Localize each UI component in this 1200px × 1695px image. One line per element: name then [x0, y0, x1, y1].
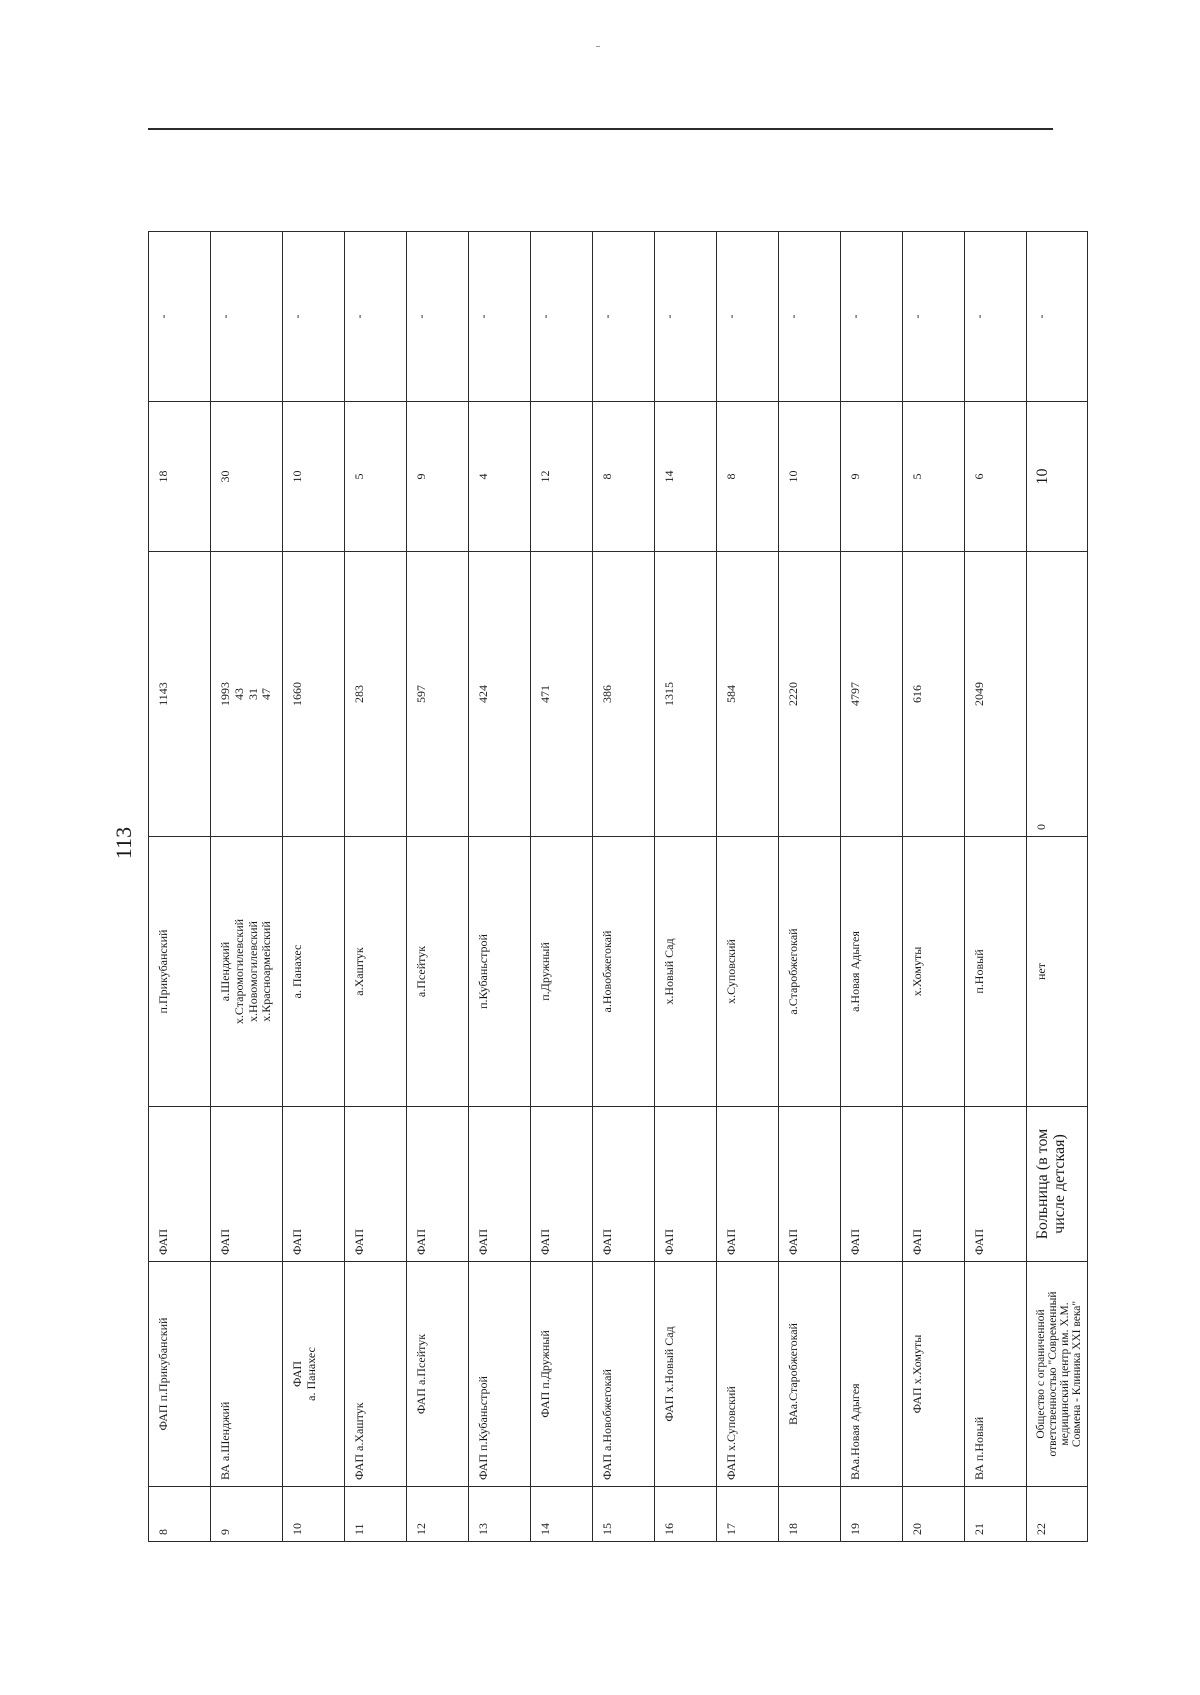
cell-extra: -	[283, 232, 345, 402]
cell-number: 11	[345, 1487, 407, 1542]
cell-facility-name	[283, 1262, 345, 1487]
cell-population	[469, 552, 531, 837]
table-row	[283, 232, 345, 1542]
cell-facility-type: ФАП	[211, 1107, 283, 1262]
cell-settlements	[717, 837, 779, 1107]
cell-settlements	[531, 837, 593, 1107]
cell-line: 2049	[972, 682, 986, 706]
cell-settlements	[345, 837, 407, 1107]
cell-settlements	[1027, 837, 1088, 1107]
cell-capacity: 10	[779, 402, 841, 552]
cell-line: 616	[910, 685, 924, 703]
cell-capacity: 8	[593, 402, 655, 552]
cell-line: 584	[724, 685, 738, 703]
cell-line: нет	[1034, 963, 1048, 980]
cell-extra: -	[779, 232, 841, 402]
cell-facility-name: ВА п.Новый	[965, 1262, 1027, 1487]
page-number: 113	[111, 826, 136, 860]
cell-line: 0	[1034, 824, 1048, 830]
cell-line: 2220	[786, 682, 800, 706]
cell-facility-type: ФАП	[841, 1107, 903, 1262]
cell-line: а.Шенджий	[218, 941, 232, 1002]
cell-capacity: 30	[211, 402, 283, 552]
cell-population	[841, 552, 903, 837]
table-row	[345, 232, 407, 1542]
cell-line: а.Новая Адыгея	[848, 931, 862, 1012]
table-row	[717, 232, 779, 1542]
cell-line: Больница (в том	[1034, 1128, 1051, 1240]
cell-line: а.Хаштук	[352, 947, 366, 996]
cell-number: 20	[903, 1487, 965, 1542]
cell-settlements	[283, 837, 345, 1107]
cell-line: п.Дружный	[538, 942, 552, 1001]
cell-facility-name: ФАП п.Кубаньстрой	[469, 1262, 531, 1487]
table-row	[531, 232, 593, 1542]
cell-line: медицинский центр им. Х.М.	[1059, 1302, 1072, 1446]
cell-line: 1143	[156, 682, 170, 706]
cell-line: числе детская)	[1050, 1134, 1068, 1234]
cell-settlements	[469, 837, 531, 1107]
cell-line: п.Новый	[972, 949, 986, 994]
cell-facility-name: ВАа.Старобжегокай	[779, 1262, 841, 1487]
cell-settlements	[211, 837, 283, 1107]
cell-population	[1027, 552, 1088, 837]
cell-facility-name: ФАП х.Суповский	[717, 1262, 779, 1487]
cell-population	[717, 552, 779, 837]
table-top-border	[148, 128, 1053, 130]
cell-number: 17	[717, 1487, 779, 1542]
cell-facility-name: ФАП а.Хаштук	[345, 1262, 407, 1487]
cell-extra: -	[469, 232, 531, 402]
cell-number: 15	[593, 1487, 655, 1542]
cell-facility-name: ВАа.Новая Адыгея	[841, 1262, 903, 1487]
table-row	[469, 232, 531, 1542]
cell-population	[655, 552, 717, 837]
facility-table	[148, 231, 1088, 1542]
cell-capacity: 10	[1027, 402, 1088, 552]
facility-table-wrapper	[148, 232, 1084, 1542]
cell-facility-type: ФАП	[149, 1107, 211, 1262]
cell-extra: -	[1027, 232, 1088, 402]
cell-number: 10	[283, 1487, 345, 1542]
cell-facility-name	[1027, 1262, 1088, 1487]
cell-settlements	[965, 837, 1027, 1107]
cell-population	[283, 552, 345, 837]
cell-line: 283	[352, 685, 366, 703]
cell-extra: -	[841, 232, 903, 402]
cell-population	[903, 552, 965, 837]
table-body	[149, 232, 1088, 1542]
cell-facility-type: ФАП	[345, 1107, 407, 1262]
cell-line: 597	[414, 685, 428, 703]
cell-capacity: 18	[149, 402, 211, 552]
cell-number: 12	[407, 1487, 469, 1542]
cell-facility-name: ФАП п.Дружный	[531, 1262, 593, 1487]
cell-capacity: 4	[469, 402, 531, 552]
table-row	[965, 232, 1027, 1542]
cell-population	[531, 552, 593, 837]
cell-extra: -	[531, 232, 593, 402]
cell-settlements	[903, 837, 965, 1107]
cell-capacity: 12	[531, 402, 593, 552]
cell-number: 19	[841, 1487, 903, 1542]
cell-extra: -	[345, 232, 407, 402]
cell-line: 471	[538, 685, 552, 703]
cell-line: х.Суповский	[724, 939, 738, 1004]
cell-capacity: 6	[965, 402, 1027, 552]
cell-settlements	[655, 837, 717, 1107]
cell-facility-type: ФАП	[283, 1107, 345, 1262]
cell-extra: -	[407, 232, 469, 402]
cell-number: 16	[655, 1487, 717, 1542]
cell-facility-name: ФАП а.Псейтук	[407, 1262, 469, 1487]
cell-facility-name: ФАП п.Прикубанский	[149, 1262, 211, 1487]
cell-population	[965, 552, 1027, 837]
cell-line: а.Новобжегокай	[600, 930, 614, 1013]
cell-line: п.Кубаньстрой	[476, 934, 490, 1009]
cell-line: а. Панахес	[303, 1347, 318, 1401]
cell-number: 14	[531, 1487, 593, 1542]
cell-line: 1993	[218, 682, 232, 706]
cell-facility-name: ВА а.Шенджий	[211, 1262, 283, 1487]
cell-line: 31	[245, 688, 260, 700]
cell-line: Совмена - Клиника XXI века"	[1071, 1300, 1084, 1448]
cell-extra: -	[593, 232, 655, 402]
cell-line: 1315	[662, 682, 676, 706]
cell-facility-name: ФАП а.Новобжегокай	[593, 1262, 655, 1487]
cell-line: х.Старомогилевский	[231, 918, 246, 1025]
cell-population	[593, 552, 655, 837]
cell-settlements	[593, 837, 655, 1107]
cell-extra: -	[655, 232, 717, 402]
cell-facility-type: ФАП	[717, 1107, 779, 1262]
table-row	[1027, 232, 1088, 1542]
cell-number: 13	[469, 1487, 531, 1542]
cell-line: х.Новомогилевский	[245, 921, 260, 1022]
cell-extra: -	[211, 232, 283, 402]
cell-population	[149, 552, 211, 837]
cell-capacity: 9	[407, 402, 469, 552]
cell-line: ответственностью "Современный	[1047, 1291, 1060, 1457]
cell-facility-type: ФАП	[655, 1107, 717, 1262]
cell-extra: -	[965, 232, 1027, 402]
cell-number: 18	[779, 1487, 841, 1542]
table-row	[903, 232, 965, 1542]
cell-facility-type: ФАП	[965, 1107, 1027, 1262]
cell-line: ФАП	[290, 1360, 304, 1388]
table-row	[149, 232, 211, 1542]
cell-number: 8	[149, 1487, 211, 1542]
cell-extra: -	[717, 232, 779, 402]
cell-facility-type: ФАП	[593, 1107, 655, 1262]
cell-facility-type: ФАП	[779, 1107, 841, 1262]
cell-settlements	[149, 837, 211, 1107]
cell-extra: -	[903, 232, 965, 402]
cell-number: 9	[211, 1487, 283, 1542]
cell-line: 43	[231, 688, 246, 700]
cell-facility-type: ФАП	[469, 1107, 531, 1262]
table-row	[211, 232, 283, 1542]
cell-line: Общество с ограниченной	[1035, 1309, 1047, 1439]
cell-line: а.Псейтук	[414, 945, 428, 998]
cell-line: 424	[476, 685, 490, 703]
table-row	[655, 232, 717, 1542]
cell-facility-type: ФАП	[407, 1107, 469, 1262]
table-row	[779, 232, 841, 1542]
cell-line: 386	[600, 685, 614, 703]
cell-capacity: 5	[903, 402, 965, 552]
cell-capacity: 10	[283, 402, 345, 552]
cell-settlements	[407, 837, 469, 1107]
cell-extra: -	[149, 232, 211, 402]
cell-capacity: 14	[655, 402, 717, 552]
scan-artifact	[596, 46, 600, 47]
cell-line: 4797	[848, 682, 862, 706]
cell-facility-type: ФАП	[903, 1107, 965, 1262]
cell-line: 1660	[290, 682, 304, 706]
cell-population	[779, 552, 841, 837]
cell-line: х.Хомуты	[910, 946, 924, 997]
cell-line: 47	[259, 688, 274, 700]
cell-capacity: 9	[841, 402, 903, 552]
cell-facility-name: ФАП х.Новый Сад	[655, 1262, 717, 1487]
cell-population	[407, 552, 469, 837]
cell-facility-type: ФАП	[531, 1107, 593, 1262]
cell-line: х.Красноармейский	[259, 921, 274, 1022]
cell-number: 22	[1027, 1487, 1088, 1542]
cell-number: 21	[965, 1487, 1027, 1542]
cell-line: а.Старобжегокай	[786, 928, 800, 1015]
cell-capacity: 8	[717, 402, 779, 552]
table-row	[593, 232, 655, 1542]
cell-population	[211, 552, 283, 837]
cell-settlements	[841, 837, 903, 1107]
cell-line: а. Панахес	[290, 944, 304, 999]
cell-line: х.Новый Сад	[662, 938, 676, 1005]
cell-line: п.Прикубанский	[156, 929, 170, 1014]
table-row	[407, 232, 469, 1542]
cell-capacity: 5	[345, 402, 407, 552]
cell-population	[345, 552, 407, 837]
cell-facility-name: ФАП х.Хомуты	[903, 1262, 965, 1487]
table-row	[841, 232, 903, 1542]
cell-facility-type	[1027, 1107, 1088, 1262]
cell-settlements	[779, 837, 841, 1107]
